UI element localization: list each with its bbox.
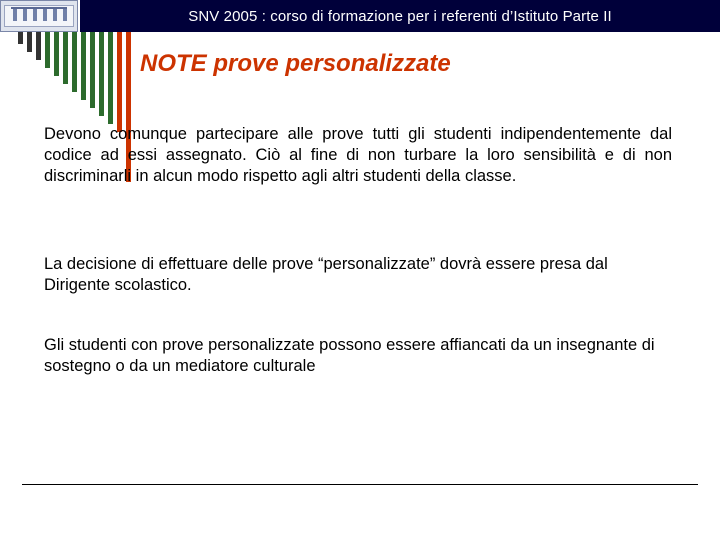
bottom-divider bbox=[22, 484, 698, 485]
decorative-stripe bbox=[99, 32, 104, 116]
header-bar bbox=[80, 0, 720, 32]
building-column bbox=[63, 9, 67, 21]
decorative-stripe bbox=[72, 32, 77, 92]
decorative-stripe bbox=[18, 32, 23, 44]
building-column bbox=[53, 9, 57, 21]
decorative-stripe bbox=[108, 32, 113, 124]
building-column bbox=[43, 9, 47, 21]
decorative-stripe bbox=[63, 32, 68, 84]
header-title: SNV 2005 : corso di formazione per i referenti d’Istituto Parte II bbox=[188, 7, 612, 25]
building-column bbox=[33, 9, 37, 21]
paragraph-participation: Devono comunque partecipare alle prove tutti gli studenti indipendentemente dal codice ad essi assegnato. Ciò al fine di non turbare la loro sensibilità e di non discriminarli in alcun modo rispetto agli altri studenti della classe. bbox=[44, 125, 672, 185]
paragraph-decision: La decisione di effettuare delle prove “personalizzate” dovrà essere presa dal Dirigente scolastico. bbox=[44, 255, 608, 294]
decorative-stripe bbox=[54, 32, 59, 76]
slide-title: NOTE prove personalizzate bbox=[140, 50, 451, 77]
institution-building-logo bbox=[0, 0, 78, 32]
decorative-stripe bbox=[90, 32, 95, 108]
decorative-stripe bbox=[27, 32, 32, 52]
decorative-stripe bbox=[36, 32, 41, 60]
building-roof bbox=[11, 7, 67, 9]
paragraph-support: Gli studenti con prove personalizzate possono essere affiancati da un insegnante di sostegno o da un mediatore culturale bbox=[44, 336, 655, 375]
building-column bbox=[13, 9, 17, 21]
decorative-stripe bbox=[117, 32, 122, 132]
decorative-stripe bbox=[45, 32, 50, 68]
decorative-stripe bbox=[81, 32, 86, 100]
building-column bbox=[23, 9, 27, 21]
